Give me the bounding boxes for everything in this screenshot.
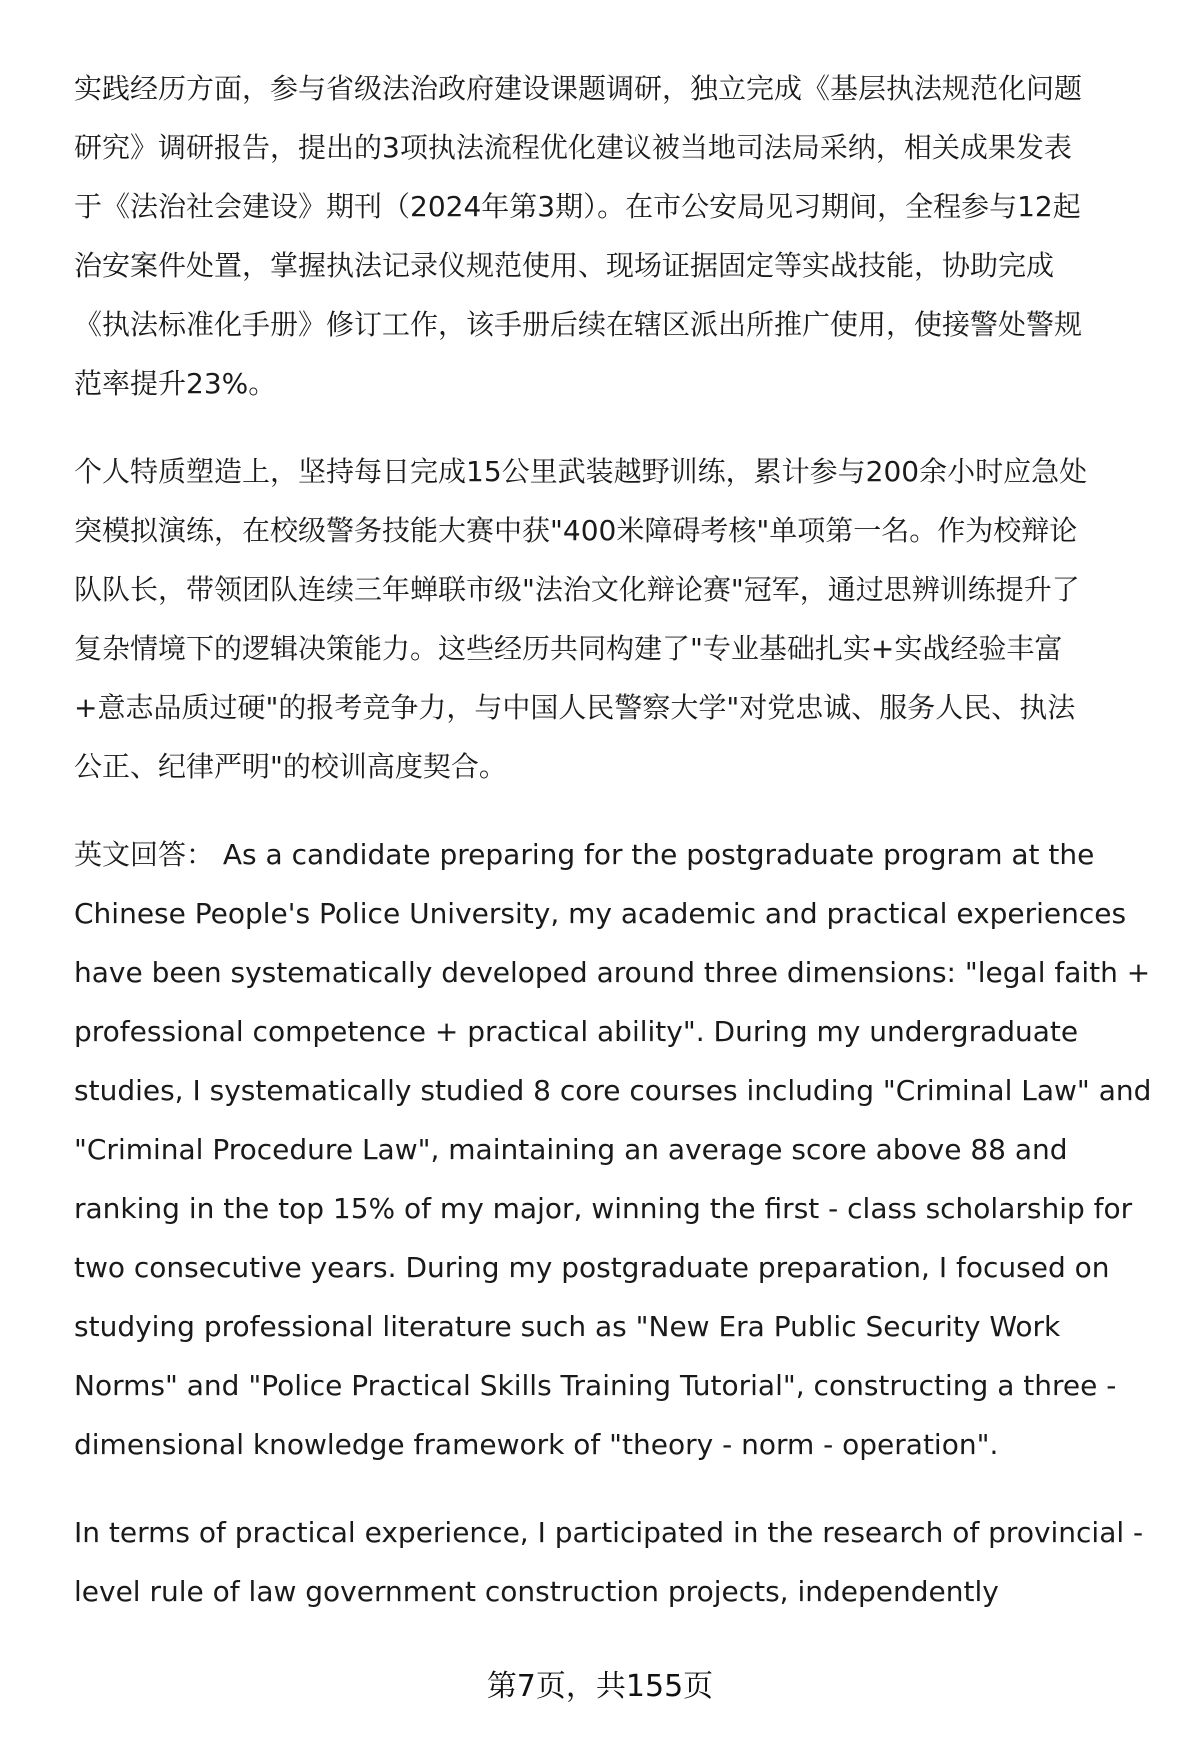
text-line: Chinese People's Police University, my academic and practical experiences xyxy=(74,897,1127,930)
paragraph xyxy=(74,825,1154,1474)
text-line: 实践经历方面，参与省级法治政府建设课题调研，独立完成《基层执法规范化问题 xyxy=(74,72,1083,105)
text-line: two consecutive years. During my postgraduate preparation, I focused on xyxy=(74,1251,1110,1284)
text-line: 于《法治社会建设》期刊（2024年第3期）。在市公安局见习期间，全程参与12起 xyxy=(74,190,1081,223)
text-line: ranking in the top 15% of my major, winning the first - class scholarship for xyxy=(74,1192,1133,1225)
text-line: dimensional knowledge framework of "theory - norm - operation". xyxy=(74,1428,999,1461)
text-line: 突模拟演练，在校级警务技能大赛中获"400米障碍考核"单项第一名。作为校辩论 xyxy=(74,514,1078,547)
text-line: 范率提升23%。 xyxy=(74,367,277,400)
paragraph xyxy=(74,1503,1154,1621)
text-line: "Criminal Procedure Law", maintaining an average score above 88 and xyxy=(74,1133,1068,1166)
text-line: level rule of law government construction projects, independently xyxy=(74,1575,999,1608)
paragraph xyxy=(74,442,1154,796)
text-line: 公正、纪律严明"的校训高度契合。 xyxy=(74,750,507,783)
text-line: In terms of practical experience, I participated in the research of provincial - xyxy=(74,1516,1144,1549)
text-line: have been systematically developed around three dimensions: "legal faith + xyxy=(74,956,1151,989)
text-line: 治安案件处置，掌握执法记录仪规范使用、现场证据固定等实战技能，协助完成 xyxy=(74,249,1055,282)
text-line: +意志品质过硬"的报考竞争力，与中国人民警察大学"对党忠诚、服务人民、执法 xyxy=(74,691,1076,724)
page-number: 第7页，共155页 xyxy=(486,1669,714,1704)
text-line: studies, I systematically studied 8 core courses including "Criminal Law" and xyxy=(74,1074,1152,1107)
text-line: 英文回答： As a candidate preparing for the postgraduate program at the xyxy=(74,838,1095,871)
text-line: professional competence + practical ability". During my undergraduate xyxy=(74,1015,1079,1048)
text-line: studying professional literature such as "New Era Public Security Work xyxy=(74,1310,1061,1343)
text-line: 队队长，带领团队连续三年蝉联市级"法治文化辩论赛"冠军，通过思辨训练提升了 xyxy=(74,573,1080,606)
document-body xyxy=(74,59,1154,1650)
text-line: 复杂情境下的逻辑决策能力。这些经历共同构建了"专业基础扎实+实战经验丰富 xyxy=(74,632,1063,665)
text-line: 研究》调研报告，提出的3项执法流程优化建议被当地司法局采纳，相关成果发表 xyxy=(74,131,1072,164)
text-line: 个人特质塑造上，坚持每日完成15公里武装越野训练，累计参与200余小时应急处 xyxy=(74,455,1088,488)
text-line: Norms" and "Police Practical Skills Training Tutorial", constructing a three - xyxy=(74,1369,1117,1402)
paragraph xyxy=(74,59,1154,413)
text-line: 《执法标准化手册》修订工作，该手册后续在辖区派出所推广使用，使接警处警规 xyxy=(74,308,1083,341)
